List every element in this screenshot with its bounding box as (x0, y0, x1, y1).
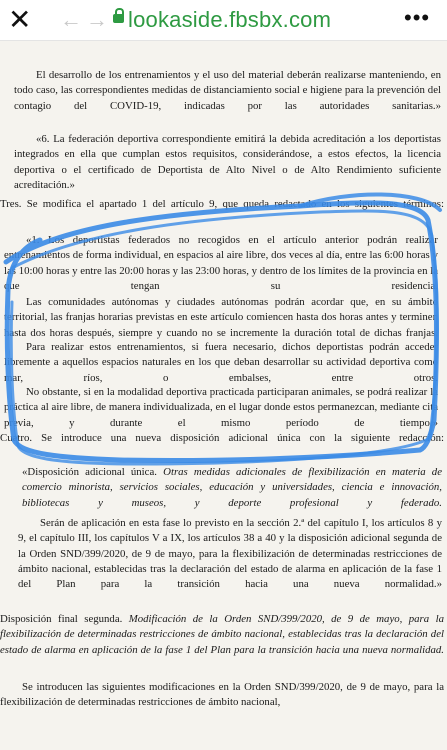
paragraph-accreditation: «6. La federación deportiva correspondiente emitirá la debida acreditación a los deportistas integrados en ella que cumplan estos requisitos, considerándose, a estos efectos, la licencia deportiva o el certificado de Deportista de Alto Nivel o de Alto Rendimiento suficiente acreditación.» (14, 133, 441, 191)
close-button[interactable]: ✕ (8, 4, 32, 35)
paragraph-modification-three: Tres. Se modifica el apartado 1 del artículo 9, que queda redactado en los siguientes términos: (0, 198, 444, 210)
paragraph-autonomous-communities: Las comunidades autónomas y ciudades autónomas podrán acordar que, en su ámbito territorial, las franjas horarias previstas en este artículo comiencen hasta dos horas antes y terminen hasta dos horas después, siempre y cuando no se incremente la duración total de dichas franjas. (4, 296, 438, 339)
back-arrow-icon[interactable]: ← (60, 7, 82, 32)
paragraph-animals: No obstante, si en la modalidad deportiva practicada participaran animales, se podrá realizar la práctica al aire libre, de manera individualizada, en el lugar donde estos permanezcan, mediante cita previa, y durante el mismo período de tiempo.» (4, 386, 438, 429)
paragraph-federated-athletes: «1. Los deportistas federados no recogidos en el artículo anterior podrán realizar entrenamientos de forma individual, en espacios al aire libre, dos veces al día, entre las 6:00 horas y las 10:00 horas y entre las 20:00 horas y las 23:00 horas, y dentro de los límites de la provincia en la que tengan su residencia. (4, 234, 438, 292)
paragraph-distancing: El desarrollo de los entrenamientos y el uso del material deberán realizarse manteniendo, en todo caso, las correspondientes medidas de distanciamiento social e higiene para la prevención del contagio del COVID-19, indicadas por las autoridades sanitarias.» (14, 69, 441, 112)
paragraph-natural-spaces: Para realizar estos entrenamientos, si fuera necesario, dichos deportistas podrán acceder libremente a aquellos espacios naturales en los que deban desarrollar su actividad deportiva como mar, ríos, o embalses, entre otros. (4, 341, 438, 384)
final-provision-heading: Disposición final segunda. (0, 613, 123, 625)
paragraph-phase-application: Serán de aplicación en esta fase lo previsto en la sección 2.ª del capítulo I, los artículos 8 y 9, el capítulo III, los capítulos V a IX, los artículos 38 a 40 y la disposición adicional segunda de la Orden SND/399/2020, de 9 de mayo, para la flexibilización de determinadas restricciones de ámbito nacional, establecidas tras la declaración del estado de alarma en aplicación de la fase 1 del Plan para la transición hacia una nueva normalidad.» (18, 517, 442, 591)
additional-provision-heading: «Disposición adicional única. (22, 466, 157, 478)
more-menu-button[interactable]: ••• (404, 5, 431, 30)
forward-arrow-icon[interactable]: → (86, 7, 108, 32)
browser-toolbar (0, 0, 447, 41)
document-page (0, 40, 447, 750)
lock-icon (113, 14, 124, 23)
paragraph-introduced-modifications: Se introducen las siguientes modificaciones en la Orden SND/399/2020, de 9 de mayo, para la flexibilización de determinadas restricciones de ámbito nacional, (0, 681, 444, 709)
url-text[interactable]: lookaside.fbsbx.com (128, 7, 332, 32)
paragraph-final-provision (0, 612, 444, 673)
final-provision-title: Modificación de la Orden SND/399/2020, de 9 de mayo, para la flexibilización de determinadas restricciones de ámbito nacional, establecidas tras la declaración del estado de alarma en aplicación de la fase 1 del Plan para la transición hacia una nueva normalidad. (0, 613, 444, 656)
paragraph-modification-four: Cuatro. Se introduce una nueva disposición adicional única con la siguiente redacción: (0, 432, 444, 444)
additional-provision-title: Otras medidas adicionales de flexibilización en materia de comercio minorista, servicios sociales, educación y universidades, ciencia e innovación, bibliotecas y museos, y deporte profesional y federado. (22, 466, 442, 509)
